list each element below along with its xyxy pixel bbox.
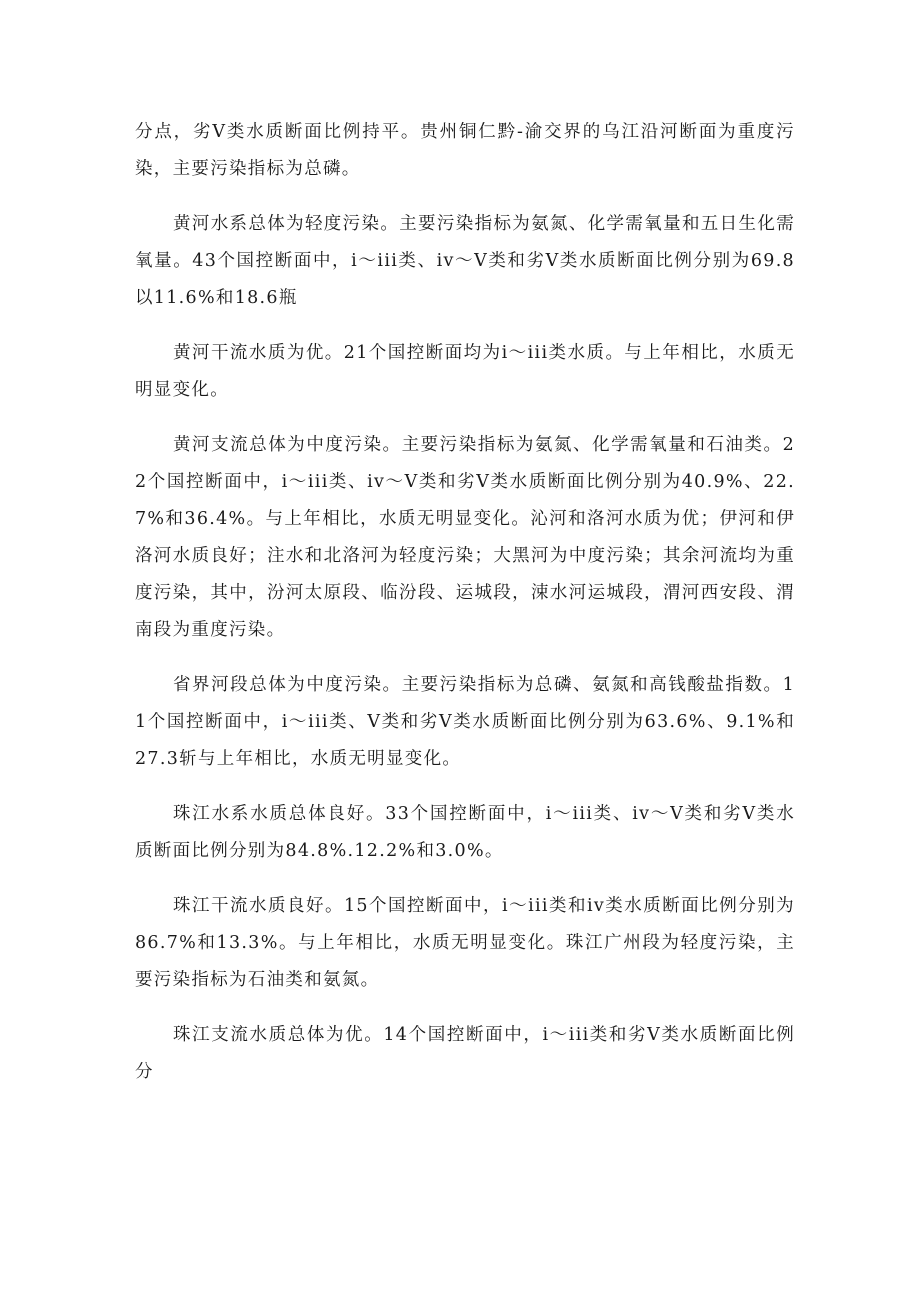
paragraph-yellow-river-system: 黄河水系总体为轻度污染。主要污染指标为氨氮、化学需氧量和五日生化需氧量。43个国控断面中，i～iii类、iv～Ⅴ类和劣Ⅴ类水质断面比例分别为69.8以11.6%和18.6瓶 xyxy=(135,214,795,308)
paragraph-provincial-boundary: 省界河段总体为中度污染。主要污染指标为总磷、氨氮和高钱酸盐指数。11个国控断面中，i～iii类、Ⅴ类和劣Ⅴ类水质断面比例分别为63.6%、9.1%和27.3斩与上年相比，水质无明显变化。 xyxy=(135,675,795,769)
paragraph-pearl-river-system: 珠江水系水质总体良好。33个国控断面中，i～iii类、iv～Ⅴ类和劣Ⅴ类水质断面比例分别为84.8%.12.2%和3.0%。 xyxy=(135,804,795,861)
paragraph-pearl-river-mainstream: 珠江干流水质良好。15个国控断面中，i～iii类和iv类水质断面比例分别为86.7%和13.3%。与上年相比，水质无明显变化。珠江广州段为轻度污染，主要污染指标为石油类和氨氮。 xyxy=(135,896,795,990)
paragraph-pearl-river-tributaries: 珠江支流水质总体为优。14个国控断面中，i～iii类和劣Ⅴ类水质断面比例分 xyxy=(135,1025,795,1082)
document-body xyxy=(135,114,795,1109)
paragraph-yellow-river-mainstream: 黄河干流水质为优。21个国控断面均为i～iii类水质。与上年相比，水质无明显变化。 xyxy=(135,343,795,400)
paragraph-yellow-river-tributaries: 黄河支流总体为中度污染。主要污染指标为氨氮、化学需氧量和石油类。22个国控断面中，i～iii类、iv～Ⅴ类和劣Ⅴ类水质断面比例分别为40.9%、22.7%和36.4%。与上年相比，水质无明显变化。沁河和洛河水质为优；伊河和伊洛河水质良好；注水和北洛河为轻度污染；大黑河为中度污染；其余河流均为重度污染，其中，汾河太原段、临汾段、运城段，涑水河运城段，渭河西安段、渭南段为重度污染。 xyxy=(135,435,795,640)
paragraph-continuation: 分点，劣Ⅴ类水质断面比例持平。贵州铜仁黔-渝交界的乌江沿河断面为重度污染，主要污染指标为总磷。 xyxy=(135,122,795,179)
